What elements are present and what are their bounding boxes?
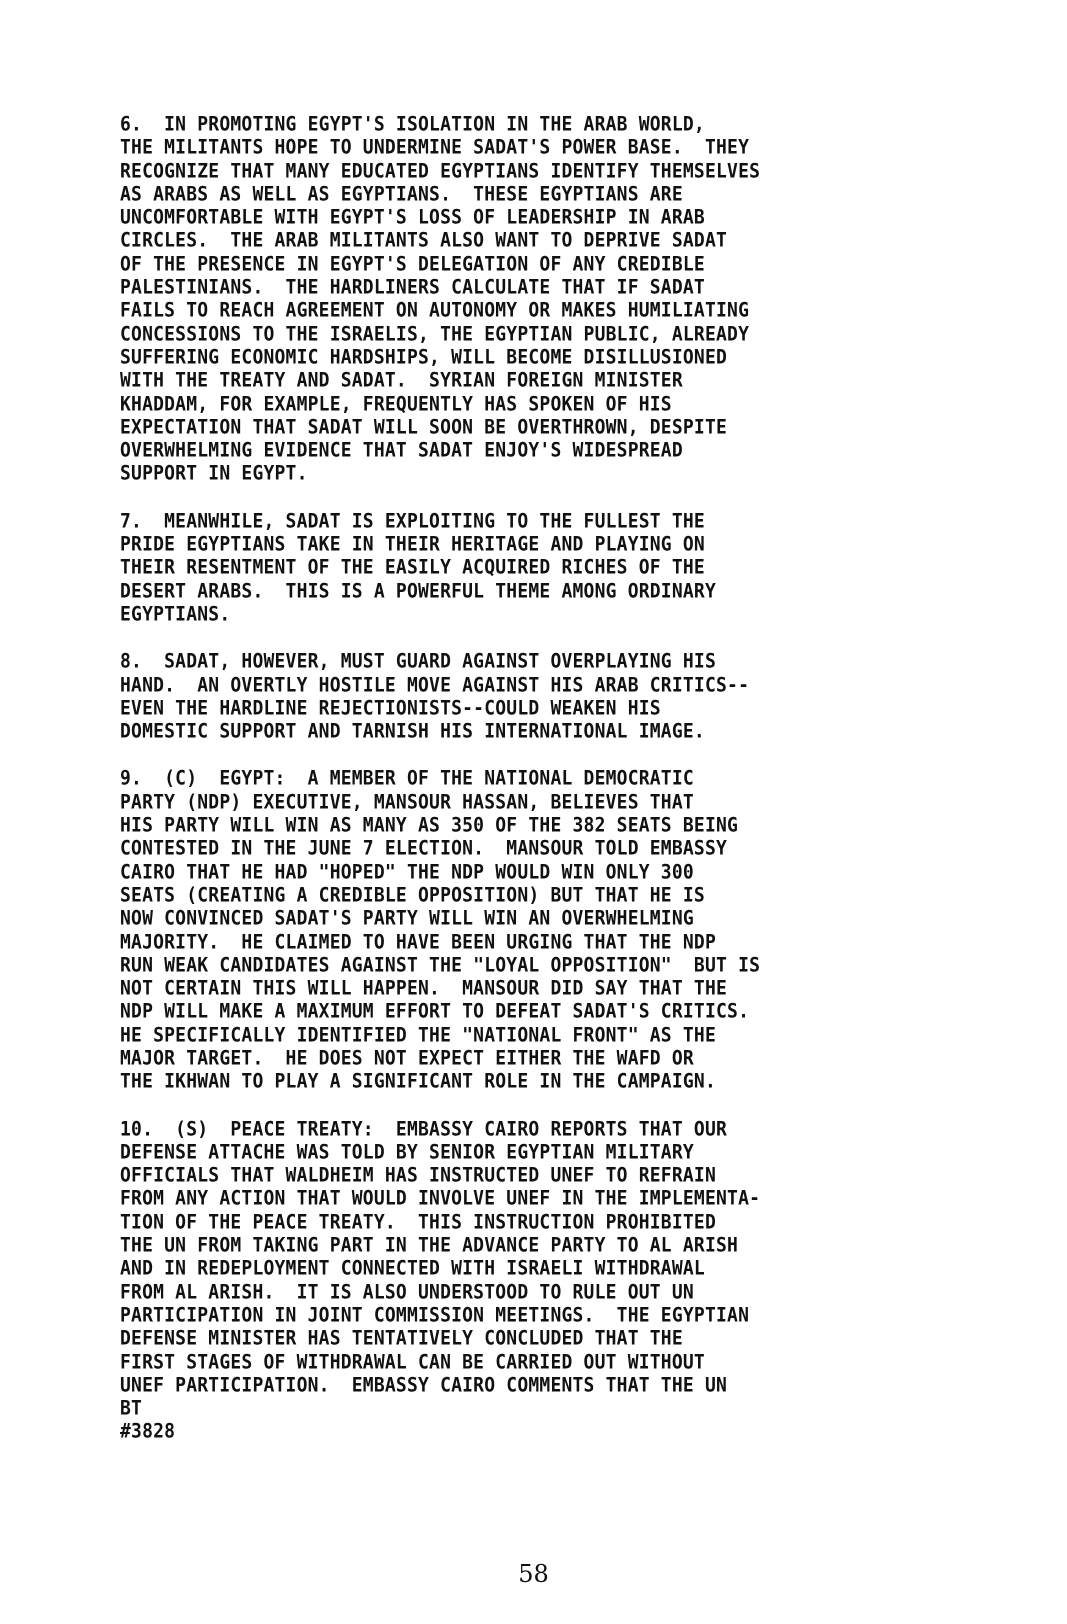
text-line: 6. IN PROMOTING EGYPT'S ISOLATION IN THE ARAB WORLD, — [120, 113, 705, 136]
text-line: UNCOMFORTABLE WITH EGYPT'S LOSS OF LEADERSHIP IN ARAB — [120, 206, 705, 229]
text-line: PALESTINIANS. THE HARDLINERS CALCULATE THAT IF SADAT — [120, 276, 705, 299]
paragraph — [120, 509, 920, 625]
text-line: CAIRO THAT HE HAD "HOPED" THE NDP WOULD WIN ONLY 300 — [120, 860, 694, 884]
text-line: 10. (S) PEACE TREATY: EMBASSY CAIRO REPORTS THAT OUR — [120, 1117, 728, 1141]
text-line: FAILS TO REACH AGREEMENT ON AUTONOMY OR MAKES HUMILIATING — [120, 299, 750, 323]
text-line: FIRST STAGES OF WITHDRAWAL CAN BE CARRIED OUT WITHOUT — [120, 1350, 705, 1374]
text-line: DEFENSE MINISTER HAS TENTATIVELY CONCLUDED THAT THE — [120, 1327, 683, 1351]
text-line: TION OF THE PEACE TREATY. THIS INSTRUCTION PROHIBITED — [120, 1210, 716, 1234]
text-line: HIS PARTY WILL WIN AS MANY AS 350 OF THE 382 SEATS BEING — [120, 814, 739, 837]
text-line: RECOGNIZE THAT MANY EDUCATED EGYPTIANS IDENTIFY THEMSELVES — [120, 159, 761, 183]
text-line: OF THE PRESENCE IN EGYPT'S DELEGATION OF ANY CREDIBLE — [120, 252, 705, 276]
text-line: EGYPTIANS. — [120, 603, 231, 626]
paragraph — [120, 649, 920, 742]
text-line: OVERWHELMING EVIDENCE THAT SADAT ENJOY'S WIDESPREAD — [120, 439, 683, 462]
text-line: DESERT ARABS. THIS IS A POWERFUL THEME AMONG ORDINARY — [120, 579, 716, 603]
text-line: CONTESTED IN THE JUNE 7 ELECTION. MANSOUR TOLD EMBASSY — [120, 837, 728, 861]
paragraph — [120, 766, 920, 1092]
text-line: NOT CERTAIN THIS WILL HAPPEN. MANSOUR DID SAY THAT THE — [120, 977, 728, 1000]
text-line: RUN WEAK CANDIDATES AGAINST THE "LOYAL OPPOSITION" BUT IS — [120, 953, 761, 977]
text-line: SEATS (CREATING A CREDIBLE OPPOSITION) BUT THAT HE IS — [120, 883, 705, 907]
text-line: EVEN THE HARDLINE REJECTIONISTS--COULD WEAKEN HIS — [120, 696, 661, 720]
text-line: KHADDAM, FOR EXAMPLE, FREQUENTLY HAS SPOKEN OF HIS — [120, 392, 672, 416]
text-line: PARTY (NDP) EXECUTIVE, MANSOUR HASSAN, BELIEVES THAT — [120, 790, 694, 814]
text-line: MAJORITY. HE CLAIMED TO HAVE BEEN URGING THAT THE NDP — [120, 930, 716, 954]
text-line: 7. MEANWHILE, SADAT IS EXPLOITING TO THE FULLEST THE — [120, 509, 705, 533]
text-line: OFFICIALS THAT WALDHEIM HAS INSTRUCTED UNEF TO REFRAIN — [120, 1164, 716, 1187]
paragraph — [120, 112, 920, 485]
text-line: HE SPECIFICALLY IDENTIFIED THE "NATIONAL FRONT" AS THE — [120, 1023, 716, 1047]
text-line: CONCESSIONS TO THE ISRAELIS, THE EGYPTIAN PUBLIC, ALREADY — [120, 322, 750, 346]
text-line: AS ARABS AS WELL AS EGYPTIANS. THESE EGYPTIANS ARE — [120, 182, 683, 206]
text-line: SUPPORT IN EGYPT. — [120, 462, 308, 486]
text-line: WITH THE TREATY AND SADAT. SYRIAN FOREIGN MINISTER — [120, 369, 683, 393]
text-line: NDP WILL MAKE A MAXIMUM EFFORT TO DEFEAT SADAT'S CRITICS. — [120, 1000, 750, 1024]
text-line: NOW CONVINCED SADAT'S PARTY WILL WIN AN OVERWHELMING — [120, 907, 694, 930]
text-line: FROM ANY ACTION THAT WOULD INVOLVE UNEF IN THE IMPLEMENTA- — [120, 1187, 761, 1211]
text-line: THE IKHWAN TO PLAY A SIGNIFICANT ROLE IN THE CAMPAIGN. — [120, 1070, 716, 1094]
text-line: MAJOR TARGET. HE DOES NOT EXPECT EITHER THE WAFD OR — [120, 1047, 694, 1070]
message-number: #3828 — [120, 1420, 176, 1444]
text-line: EXPECTATION THAT SADAT WILL SOON BE OVERTHROWN, DESPITE — [120, 415, 728, 439]
text-line: 9. (C) EGYPT: A MEMBER OF THE NATIONAL DEMOCRATIC — [120, 767, 694, 791]
text-line: UNEF PARTICIPATION. EMBASSY CAIRO COMMENTS THAT THE UN — [120, 1373, 728, 1397]
paragraph — [120, 1117, 920, 1443]
text-line: CIRCLES. THE ARAB MILITANTS ALSO WANT TO DEPRIVE SADAT — [120, 229, 728, 253]
text-line: AND IN REDEPLOYMENT CONNECTED WITH ISRAELI WITHDRAWAL — [120, 1257, 705, 1281]
text-line: PRIDE EGYPTIANS TAKE IN THEIR HERITAGE AND PLAYING ON — [120, 533, 705, 556]
page-number: 58 — [518, 1560, 549, 1588]
text-line: THEIR RESENTMENT OF THE EASILY ACQUIRED RICHES OF THE — [120, 556, 705, 580]
text-line: HAND. AN OVERTLY HOSTILE MOVE AGAINST HIS ARAB CRITICS-- — [120, 673, 750, 697]
text-line: DOMESTIC SUPPORT AND TARNISH HIS INTERNATIONAL IMAGE. — [120, 720, 705, 743]
text-line: PARTICIPATION IN JOINT COMMISSION MEETINGS. THE EGYPTIAN — [120, 1304, 750, 1327]
text-line: DEFENSE ATTACHE WAS TOLD BY SENIOR EGYPTIAN MILITARY — [120, 1140, 694, 1164]
cable-body — [120, 112, 920, 1443]
text-line: THE MILITANTS HOPE TO UNDERMINE SADAT'S POWER BASE. THEY — [120, 136, 750, 160]
text-line: 8. SADAT, HOWEVER, MUST GUARD AGAINST OVERPLAYING HIS — [120, 650, 716, 673]
text-line: THE UN FROM TAKING PART IN THE ADVANCE PARTY TO AL ARISH — [120, 1234, 739, 1257]
text-line: SUFFERING ECONOMIC HARDSHIPS, WILL BECOME DISILLUSIONED — [120, 346, 728, 369]
text-line: FROM AL ARISH. IT IS ALSO UNDERSTOOD TO RULE OUT UN — [120, 1280, 694, 1304]
break-marker: BT — [120, 1397, 143, 1420]
